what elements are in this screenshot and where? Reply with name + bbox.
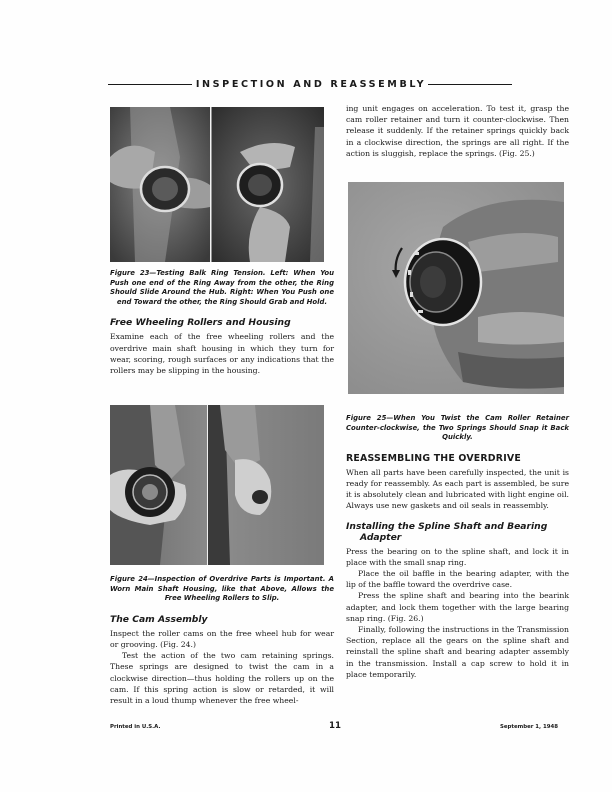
- figure-23-caption: Figure 23—Testing Balk Ring Tension. Left: When You Push one end of the Ring Away from the other, the Ring Should Slide Around the Hub. Right: When You Push one end Toward the other, the Ring Should Grab and Hold.: [110, 269, 334, 306]
- figure-25-photo: [348, 182, 564, 394]
- header-rule-right: [428, 84, 512, 85]
- section-heading-free-wheeling: Free Wheeling Rollers and Housing: [110, 317, 291, 329]
- paragraph-spline-shaft-4: Finally, following the instructions in the Transmission Section, replace all the gears on the spline shaft and reinstall the spline shaft and bearing adapter assembly in the transmission. Install a cap screw to hold it in place temporarily.: [346, 625, 569, 679]
- header-title: INSPECTION AND REASSEMBLY: [195, 78, 427, 90]
- right-column-upper: [346, 103, 569, 159]
- paragraph-free-wheeling-1: Examine each of the free wheeling rollers and the overdrive main shaft housing in which they turn for wear, scoring, rough surfaces or any indications that the rollers may be slipping in the housing.: [110, 332, 334, 375]
- paragraph-spline-shaft-3: Press the spline shaft and bearing into the bearink adapter, and lock them together with the large bearing snap ring. (Fig. 26.): [346, 591, 569, 623]
- paragraph-cam-assembly-1: Inspect the roller cams on the free wheel hub for wear or grooving. (Fig. 24.): [110, 628, 334, 649]
- paragraph-cam-assembly-2: Test the action of the two cam retaining springs. These springs are designed to twist the cam in a clockwise direction—thus holding the rollers up on the cam. If this spring action is slow or retarded, it will result in a loud thump whenever the free wheel-: [110, 651, 334, 705]
- footer-printed-in: Printed in U.S.A.: [110, 724, 161, 730]
- header-rule-left: [108, 84, 192, 85]
- footer-date: September 1, 1948: [500, 724, 558, 730]
- paragraph-cam-assembly-3: ing unit engages on acceleration. To test it, grasp the cam roller retainer and turn it counter-clockwise. Then release it suddenly. If the retainer springs quickly back in a clockwise direction, the springs are all right. If the action is sluggish, replace the springs. (Fig. 25.): [346, 104, 569, 158]
- figure-24-caption: Figure 24—Inspection of Overdrive Parts is Important. A Worn Main Shaft Housing, like that Above, Allows the Free Wheeling Rollers to Slip.: [110, 575, 334, 603]
- footer-page-number: 11: [329, 721, 341, 731]
- running-header: [108, 76, 512, 92]
- paragraph-reassembling-1: When all parts have been carefully inspected, the unit is ready for reassembly. As each part is assembled, be sure it is absolutely clean and lubricated with light engine oil. Always use new gaskets and oil seals in reassembly.: [346, 467, 569, 511]
- right-column-lower: [346, 414, 569, 680]
- section-heading-reassembling: REASSEMBLING THE OVERDRIVE: [346, 452, 521, 464]
- figure-24-photo: [110, 405, 324, 565]
- section-heading-spline-shaft: Installing the Spline Shaft and Bearing Adapter: [346, 520, 548, 543]
- left-column-lower: [110, 575, 334, 706]
- section-heading-cam-assembly: The Cam Assembly: [110, 613, 208, 625]
- paragraph-spline-shaft-2: Place the oil baffle in the bearing adapter, with the lip of the baffle toward the overdrive case.: [346, 569, 569, 590]
- left-column-upper: [110, 269, 334, 376]
- paragraph-spline-shaft-1: Press the bearing on to the spline shaft, and lock it in place with the small snap ring.: [346, 546, 569, 567]
- figure-25-caption: Figure 25—When You Twist the Cam Roller Retainer Counter-clockwise, the Two Springs Should Snap it Back Quickly.: [346, 414, 569, 442]
- figure-23-photo: [110, 107, 324, 262]
